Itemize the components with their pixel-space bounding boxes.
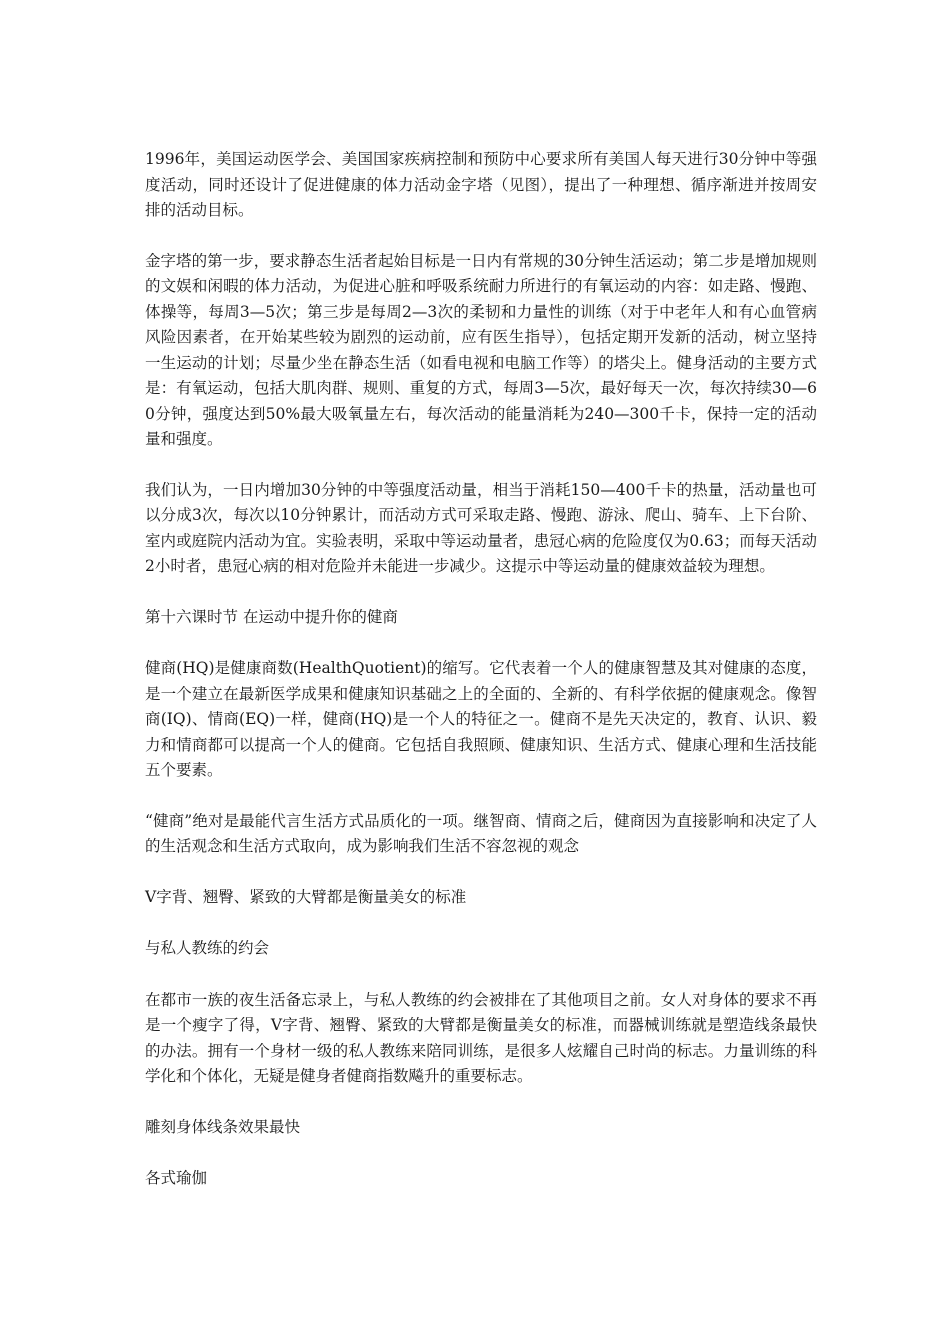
paragraph-pyramid-intro: 1996年，美国运动医学会、美国国家疾病控制和预防中心要求所有美国人每天进行30分钟中等强度活动，同时还设计了促进健康的体力活动金字塔（见图），提出了一种理想、循序渐进并按周安排的活动目标。: [145, 150, 817, 219]
paragraph-hq-importance: “健商”绝对是最能代言生活方式品质化的一项。继智商、情商之后，健商因为直接影响和决定了人的生活观念和生活方式取向，成为影响我们生活不容忽视的观念: [145, 811, 817, 855]
heading-yoga: 各式瑜伽: [145, 1169, 208, 1187]
paragraph-pyramid-steps: 金字塔的第一步，要求静态生活者起始目标是一日内有常规的30分钟生活运动；第二步是增加规则的文娱和闲暇的体力活动，为促进心脏和呼吸系统耐力所进行的有氧运动的内容：如走路、慢跑、体操等，每周3—5次；第三步是每周2—3次的柔韧和力量性的训练（对于中老年人和有心血管病风险因素者，在开始某些较为剧烈的运动前，应有医生指导），包括定期开发新的活动，树立坚持一生运动的计划；尽量少坐在静态生活（如看电视和电脑工作等）的塔尖上。健身活动的主要方式是：有氧运动，包括大肌肉群、规则、重复的方式，每周3—5次，最好每天一次，每次持续30—60分钟，强度达到50%最大吸氧量左右，每次活动的能量消耗为240—300千卡，保持一定的活动量和强度。: [145, 251, 817, 448]
heading-beauty-standard: V字背、翘臀、紧致的大臂都是衡量美女的标准: [145, 887, 467, 906]
heading-body-sculpting: 雕刻身体线条效果最快: [145, 1117, 301, 1136]
heading-personal-trainer: 与私人教练的约会: [145, 939, 270, 957]
paragraph-hq-definition: 健商(HQ)是健康商数(HealthQuotient)的缩写。它代表着一个人的健康智慧及其对健康的态度，是一个建立在最新医学成果和健康知识基础之上的全面的、全新的、有科学依据的健康观念。像智商(IQ)、情商(EQ)一样，健商(HQ)是一个人的特征之一。健商不是先天决定的，教育、认识、毅力和情商都可以提高一个人的健商。它包括自我照顾、健康知识、生活方式、健康心理和生活技能五个要素。: [145, 659, 817, 779]
document-body: [145, 147, 817, 1218]
section-heading-lesson-16: 第十六课时节 在运动中提升你的健商: [145, 607, 398, 626]
paragraph-moderate-activity: 我们认为，一日内增加30分钟的中等强度活动量，相当于消耗150—400千卡的热量，活动量也可以分成3次，每次以10分钟累计，而活动方式可采取走路、慢跑、游泳、爬山、骑车、上下台阶、室内或庭院内活动为宜。实验表明，采取中等运动量者，患冠心病的危险度仅为0.63；而每天活动2小时者，患冠心病的相对危险并未能进一步减少。这提示中等运动量的健康效益较为理想。: [145, 480, 817, 575]
paragraph-personal-trainer: 在都市一族的夜生活备忘录上，与私人教练的约会被排在了其他项目之前。女人对身体的要求不再是一个瘦字了得，V字背、翘臀、紧致的大臂都是衡量美女的标准，而器械训练就是塑造线条最快的办法。拥有一个身材一级的私人教练来陪同训练，是很多人炫耀自己时尚的标志。力量训练的科学化和个体化，无疑是健身者健商指数飚升的重要标志。: [145, 990, 817, 1085]
